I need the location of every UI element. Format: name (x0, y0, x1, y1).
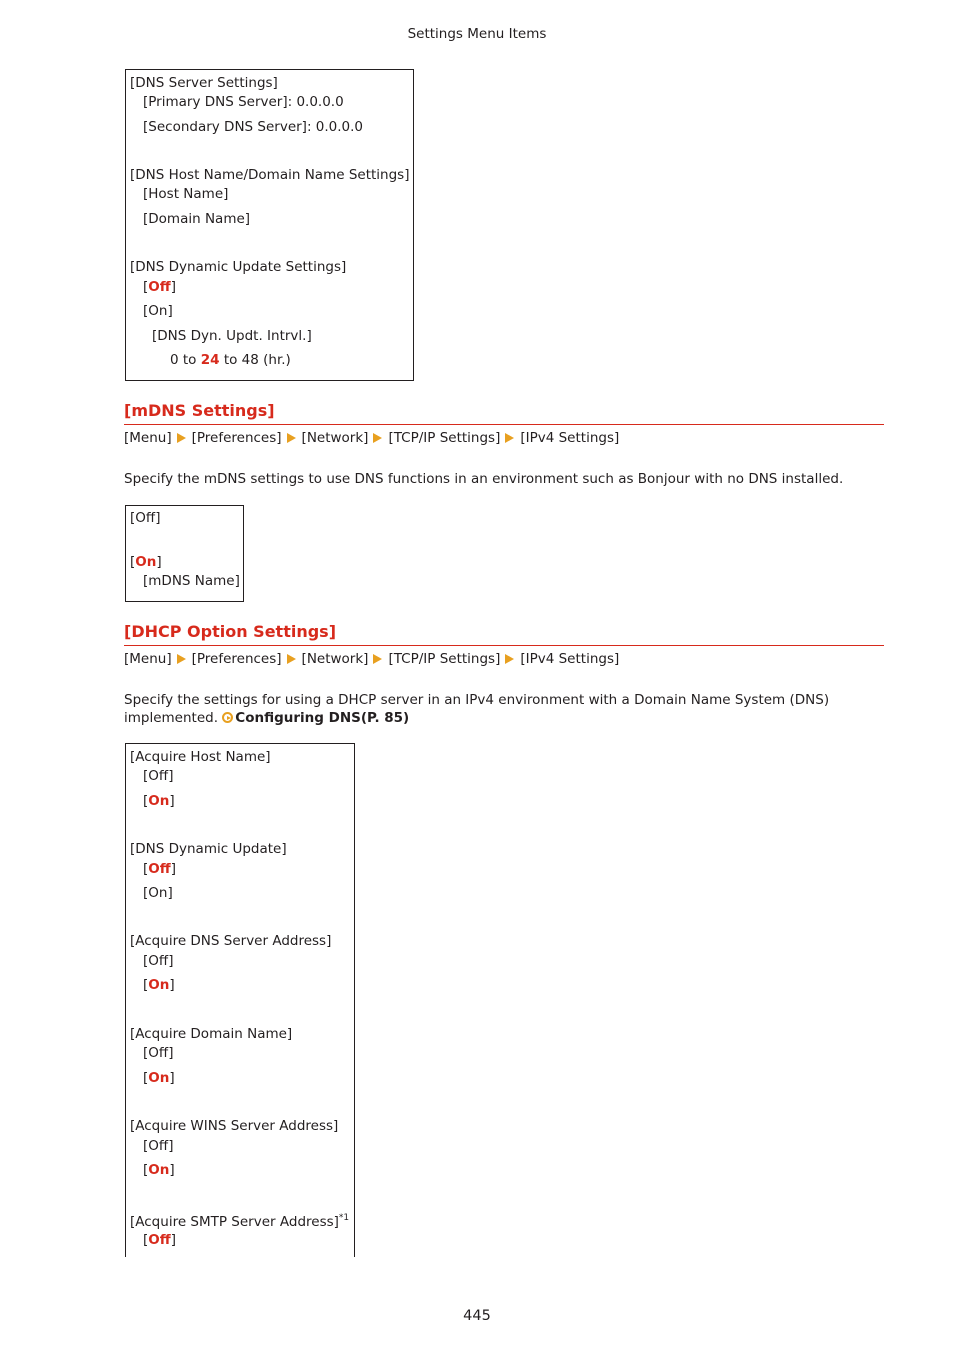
acquire-host-name: [Acquire Host Name] (130, 749, 271, 765)
mdns-name: [mDNS Name] (143, 573, 240, 589)
host-name: [Host Name] (143, 186, 229, 202)
default-value: On (148, 1070, 170, 1086)
footnote-marker: *1 (338, 1213, 350, 1223)
default-value: Off (148, 861, 171, 877)
breadcrumb-arrow-icon (505, 433, 514, 443)
mdns-on: [On] (130, 554, 162, 570)
breadcrumb-tcpip: [TCP/IP Settings] (388, 651, 501, 667)
dns-dynamic-update-off: [Off] (143, 279, 176, 295)
section-rule (124, 645, 884, 646)
breadcrumb-arrow-icon (287, 433, 296, 443)
acquire-wins-server: [Acquire WINS Server Address] (130, 1118, 339, 1134)
configuring-dns-link[interactable]: Configuring DNS(P. 85) (235, 710, 410, 726)
mdns-breadcrumb (124, 432, 619, 446)
default-value: 24 (200, 352, 220, 368)
mdns-section-title: [mDNS Settings] (124, 401, 275, 420)
breadcrumb-network: [Network] (301, 430, 369, 446)
dns-update-interval: [DNS Dyn. Updt. Intrvl.] (152, 328, 312, 344)
dns-server-settings: [DNS Server Settings] (130, 75, 278, 91)
acquire-host-name-off: [Off] (143, 768, 174, 784)
acquire-wins-server-on: [On] (143, 1162, 175, 1178)
breadcrumb-preferences: [Preferences] (191, 430, 282, 446)
primary-dns-server: [Primary DNS Server]: 0.0.0.0 (143, 94, 344, 110)
acquire-wins-server-off: [Off] (143, 1138, 174, 1154)
breadcrumb-menu: [Menu] (124, 651, 172, 667)
default-value: Off (148, 279, 171, 295)
dns-dynamic-update: [DNS Dynamic Update] (130, 841, 287, 857)
default-value: On (148, 977, 170, 993)
acquire-domain-name: [Acquire Domain Name] (130, 1026, 293, 1042)
dns-dynamic-update-on: [On] (143, 885, 173, 901)
default-value: On (148, 1162, 170, 1178)
breadcrumb-arrow-icon (373, 654, 382, 664)
acquire-smtp-server: [Acquire SMTP Server Address]$^{*1}$ (130, 1213, 350, 1230)
dhcp-settings-box (125, 743, 355, 1257)
dns-hostname-settings: [DNS Host Name/Domain Name Settings] (130, 167, 410, 183)
acquire-host-name-on: [On] (143, 793, 175, 809)
breadcrumb-arrow-icon (177, 433, 186, 443)
breadcrumb-arrow-icon (287, 654, 296, 664)
dhcp-breadcrumb (124, 653, 619, 667)
page-number: 445 (463, 1308, 491, 1324)
dns-update-interval-range: 0 to 24 to 48 (hr.) (170, 352, 291, 368)
link-arrow-icon (222, 712, 233, 723)
dhcp-section-title: [DHCP Option Settings] (124, 622, 336, 641)
acquire-domain-name-on: [On] (143, 1070, 175, 1086)
breadcrumb-network: [Network] (301, 651, 369, 667)
mdns-description: Specify the mDNS settings to use DNS functions in an environment such as Bonjour with no DNS installed. (124, 471, 844, 487)
acquire-dns-server: [Acquire DNS Server Address] (130, 933, 332, 949)
section-rule (124, 424, 884, 425)
domain-name: [Domain Name] (143, 211, 251, 227)
acquire-domain-name-off: [Off] (143, 1045, 174, 1061)
default-value: Off (148, 1232, 171, 1248)
breadcrumb-arrow-icon (373, 433, 382, 443)
acquire-dns-server-off: [Off] (143, 953, 174, 969)
breadcrumb-tcpip: [TCP/IP Settings] (388, 430, 501, 446)
breadcrumb-arrow-icon (177, 654, 186, 664)
acquire-dns-server-on: [On] (143, 977, 175, 993)
dns-dynamic-update-on: [On] (143, 303, 173, 319)
default-value: On (135, 554, 157, 570)
breadcrumb-ipv4: [IPv4 Settings] (520, 430, 620, 446)
breadcrumb-preferences: [Preferences] (191, 651, 282, 667)
breadcrumb-menu: [Menu] (124, 430, 172, 446)
dhcp-description-line2: implemented. Configuring DNS(P. 85) (124, 710, 410, 726)
mdns-off: [Off] (130, 510, 161, 526)
default-value: On (148, 793, 170, 809)
secondary-dns-server: [Secondary DNS Server]: 0.0.0.0 (143, 119, 364, 135)
acquire-smtp-server-off: [Off] (143, 1232, 176, 1248)
breadcrumb-arrow-icon (505, 654, 514, 664)
dns-dynamic-update-off: [Off] (143, 861, 176, 877)
breadcrumb-ipv4: [IPv4 Settings] (520, 651, 620, 667)
running-head: Settings Menu Items (407, 26, 547, 42)
dhcp-description-line1: Specify the settings for using a DHCP server in an IPv4 environment with a Domain Name System (DNS) (124, 692, 830, 708)
dns-dynamic-update-settings: [DNS Dynamic Update Settings] (130, 259, 347, 275)
